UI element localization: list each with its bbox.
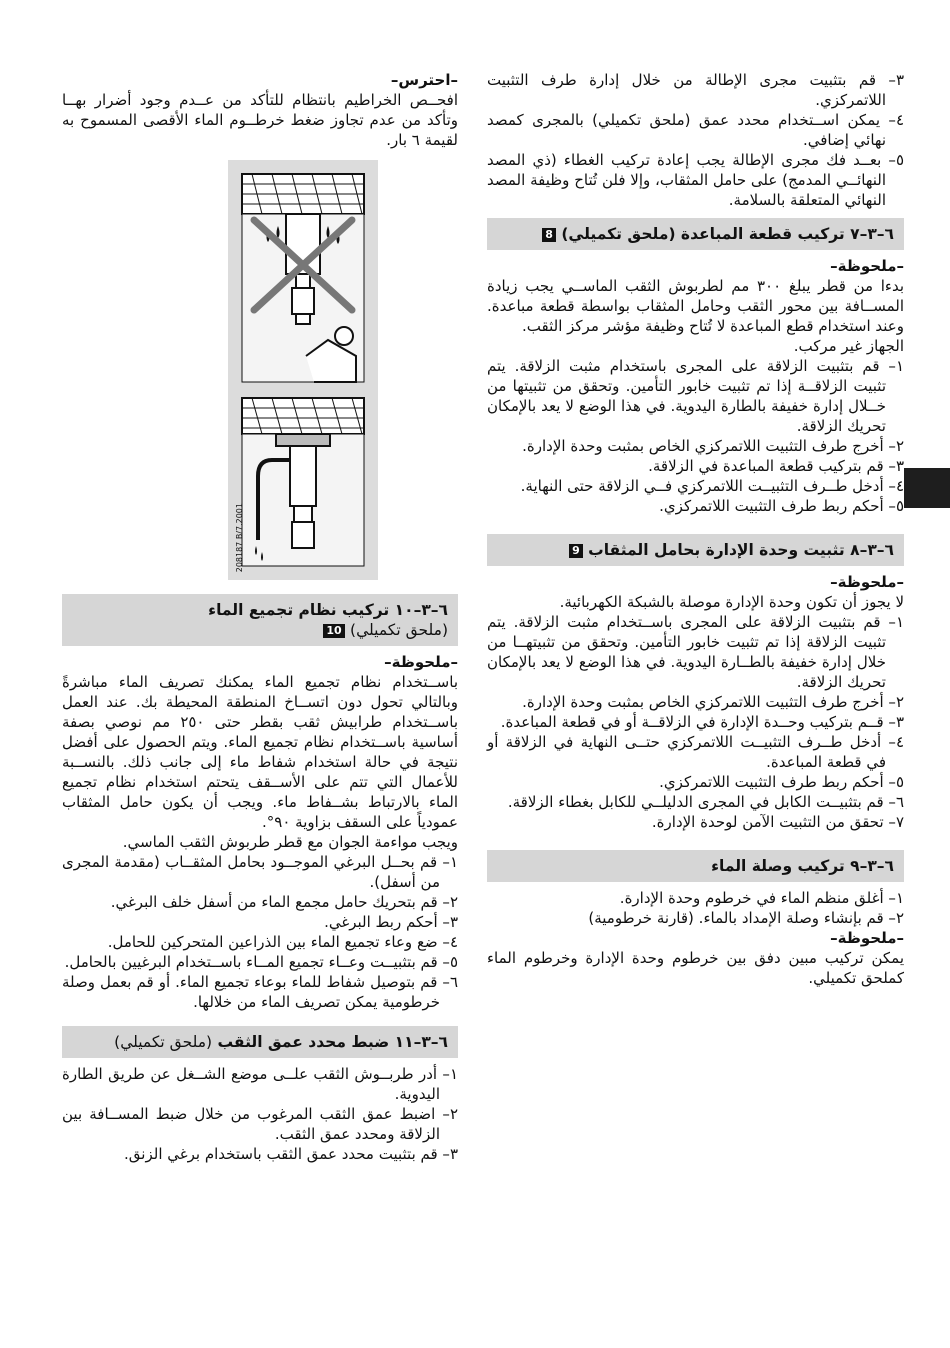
section-10-subtitle: (ملحق تكميلي) bbox=[350, 621, 448, 639]
section-9-title: ٦–٣–٩ تركيب وصلة الماء bbox=[711, 857, 894, 875]
note-text: لا يجوز أن تكون وحدة الإدارة موصلة بالشبكة الكهربائية. bbox=[559, 593, 904, 611]
list-item: ١– قم بتثبيت الزلاقة على المجرى باستخدام مثبت الزلاقة. يتم تثبيت الزلاقــة إذا تم تثبيت خابور التأمين. وتحقق من تثبيتها من خــلال إدارة خفيفة بالطارة اليدوية. في هذا الوضع لا يعد بالإمكان تحريك الزلاقة. bbox=[487, 357, 904, 435]
section-11-heading bbox=[62, 1026, 458, 1058]
list-item: ٤– أدخل طــرف التثبيــت اللاتمركزي حتــى النهاية في الزلاقة أو في قطعة المباعدة. bbox=[487, 733, 904, 771]
list-item: ٣– قم بتركيب قطعة المباعدة في الزلاقة. bbox=[648, 457, 904, 475]
intro-item: ٥– بعــد فك مجرى الإطالة يجب إعادة تركيب الغطاء (ذي المصد النهائــي المدمج) على حامل المثقاب، وإلا فلن تُتاح وظيفة المصد النهائي المتعلقة بالسلامة. bbox=[487, 151, 904, 209]
figure-number-badge: 8 bbox=[542, 228, 556, 242]
list-item: ٥– أحكم ربط طرف التثبيت اللاتمركزي. bbox=[659, 497, 904, 515]
section-8-title: ٦–٣–٨ تثبيت وحدة الإدارة بحامل المثقاب bbox=[588, 541, 894, 559]
section-11-title: ٦–٣–١١ ضبط محدد عمق الثقب bbox=[217, 1033, 448, 1051]
list-item: ٢– اضبط عمق الثقب المرغوب من خلال ضبط المســافة بين الزلاقة ومحدد عمق الثقب. bbox=[62, 1105, 458, 1143]
list-item: ٧– تحقق من التثبيت الآمن لوحدة الإدارة. bbox=[651, 813, 904, 831]
note-text: بدءا من قطر يبلغ ٣٠٠ مم لطربوش الثقب الماســي يجب زيادة المســافة بين محور الثقب وحامل المثقاب بواسطة قطعة مباعدة. وعند استخدام قطع المباعدة لا تُتاح وظيفة مؤشر مركز الثقب. bbox=[487, 277, 904, 335]
list-item: ٦– قم بتوصيل شفاط للماء بوعاء تجميع الماء. أو قم بعمل وصلة خرطومية يمكن تصريف الماء من خلالها. bbox=[62, 973, 458, 1011]
section-7-heading bbox=[487, 218, 904, 250]
list-item: ١– قم بتثبيت الزلاقة على المجرى باســتخدام مثبت الزلاقة. يتم تثبيت الزلاقة إذا تم تثبيت خابور التأمين. وتحقق من تثبيتهــا من خلال إدارة خفيفة بالطــارة اليدوية. في هذا الوضع لا يعد بالإمكان تحريك الزلاقة. bbox=[487, 613, 904, 691]
list-item: ٢– قم بإنشاء وصلة الإمداد بالماء. (قارنة خرطومية) bbox=[588, 909, 904, 927]
caution-text: افحــص الخراطيم بانتظام للتأكد من عــدم وجود أضرار بهــا وتأكد من عدم تجاوز ضغط خرطــوم الماء الأقصى المسموح به لقيمة ٦ بار. bbox=[62, 91, 458, 149]
caution-label: –احترس– bbox=[390, 71, 458, 89]
figure-caption: 208187 B/7.2001 bbox=[235, 502, 244, 572]
list-item: ٣– أحكم ربط البرغي. bbox=[324, 913, 458, 931]
section-9-heading bbox=[487, 850, 904, 882]
list-item: ٢– أخرج طرف التثبيت اللاتمركزي الخاص بمثبت وحدة الإدارة. bbox=[522, 693, 904, 711]
list-item: ١– أغلق منظم الماء في خرطوم وحدة الإدارة. bbox=[619, 889, 904, 907]
water-collection-illustration bbox=[228, 160, 378, 580]
right-column bbox=[487, 70, 904, 988]
note-label: –ملحوظة– bbox=[384, 653, 458, 671]
figure-number-badge: 9 bbox=[569, 544, 583, 558]
figure-number-badge: 10 bbox=[323, 624, 344, 638]
note-text: باســتخدام نظام تجميع الماء يمكنك تصريف الماء مباشرةً وبالتالي تحول دون اتســاخ المنطقة المحيطة بك. عند العمل باســتخدام طرابيش ثقب بقطر حتى ٢٥٠ مم نوصي بصفة أساسية باســتخدام نظام تجميع الماء. ويتم الحصول على أفضل نتيجة في حالة استخدام شفاط ماء إلى جانب ذلك. بالنســبة للأعمال التي تتم على الأســقف يتحتم استخدام نظام تجميع الماء بالارتباط بشــفاط ماء. ويجب أن يكون حامل المثقاب عمودياً على السقف بزاوية ٩٠°. bbox=[62, 673, 458, 831]
status-text: الجهاز غير مركب. bbox=[793, 337, 904, 355]
note-label: –ملحوظة– bbox=[830, 573, 904, 591]
left-column bbox=[62, 70, 458, 1164]
list-item: ١– قم بحــل البرغي الموجــود بحامل المثقــاب (مقدمة المجرى من أسفل). bbox=[62, 853, 458, 891]
note-text: يمكن تركيب مبين دفق بين خرطوم وحدة الإدارة وخرطوم الماء كملحق تكميلي. bbox=[487, 949, 904, 987]
list-item: ٢– أخرج طرف التثبيت اللاتمركزي الخاص بمثبت وحدة الإدارة. bbox=[522, 437, 904, 455]
illustration-icon bbox=[228, 160, 378, 580]
list-item: ١– أدر طربــوش الثقب علــى موضع الشــغل عن طريق الطارة اليدوية. bbox=[62, 1065, 458, 1103]
list-item: ٣– قــم بتركيب وحــدة الإدارة في الزلاقــة أو في قطعة المباعدة. bbox=[500, 713, 904, 731]
list-item: ٣– قم بتثبيت محدد عمق الثقب باستخدام برغي الزنق. bbox=[124, 1145, 458, 1163]
note-label: –ملحوظة– bbox=[830, 257, 904, 275]
section-10-heading bbox=[62, 594, 458, 646]
list-item: ٥– أحكم ربط طرف التثبيت اللاتمركزي. bbox=[659, 773, 904, 791]
intro-item: ٤– يمكن اســتخدام محدد عمق (ملحق تكميلي) بالمجرى كمصد نهائي إضافي. bbox=[487, 111, 904, 149]
list-item: ٥– قم بتثبيــت وعــاء تجميع المــاء باســتخدام البرغيين بالحامل. bbox=[64, 953, 458, 971]
section-7-title: ٦–٣–٧ تركيب قطعة المباعدة (ملحق تكميلي) bbox=[561, 225, 894, 243]
section-10-title: ٦–٣–١٠ تركيب نظام تجميع الماء bbox=[208, 601, 448, 619]
note-label: –ملحوظة– bbox=[830, 929, 904, 947]
intro-item: ٣– قم بتثبيت مجرى الإطالة من خلال إدارة طرف التثبيت اللاتمركزي. bbox=[487, 71, 904, 109]
extra-text: ويجب مواءمة الجوان مع قطر طربوش الثقب الماسي. bbox=[122, 833, 458, 851]
list-item: ٤– أدخل طــرف التثبيــت اللاتمركزي فــي الزلاقة حتى النهاية. bbox=[520, 477, 904, 495]
list-item: ٤– ضع وعاء تجميع الماء بين الذراعين المتحركين للحامل. bbox=[107, 933, 458, 951]
list-item: ٢– قم بتحريك حامل مجمع الماء من أسفل خلف البرغي. bbox=[110, 893, 458, 911]
chapter-marker-tab bbox=[904, 468, 950, 508]
list-item: ٦– قم بتثبيــت الكابل في المجرى الدليلــي للكابل بغطاء الزلاقة. bbox=[507, 793, 904, 811]
section-11-subtitle: (ملحق تكميلي) bbox=[114, 1033, 213, 1051]
section-8-heading bbox=[487, 534, 904, 566]
